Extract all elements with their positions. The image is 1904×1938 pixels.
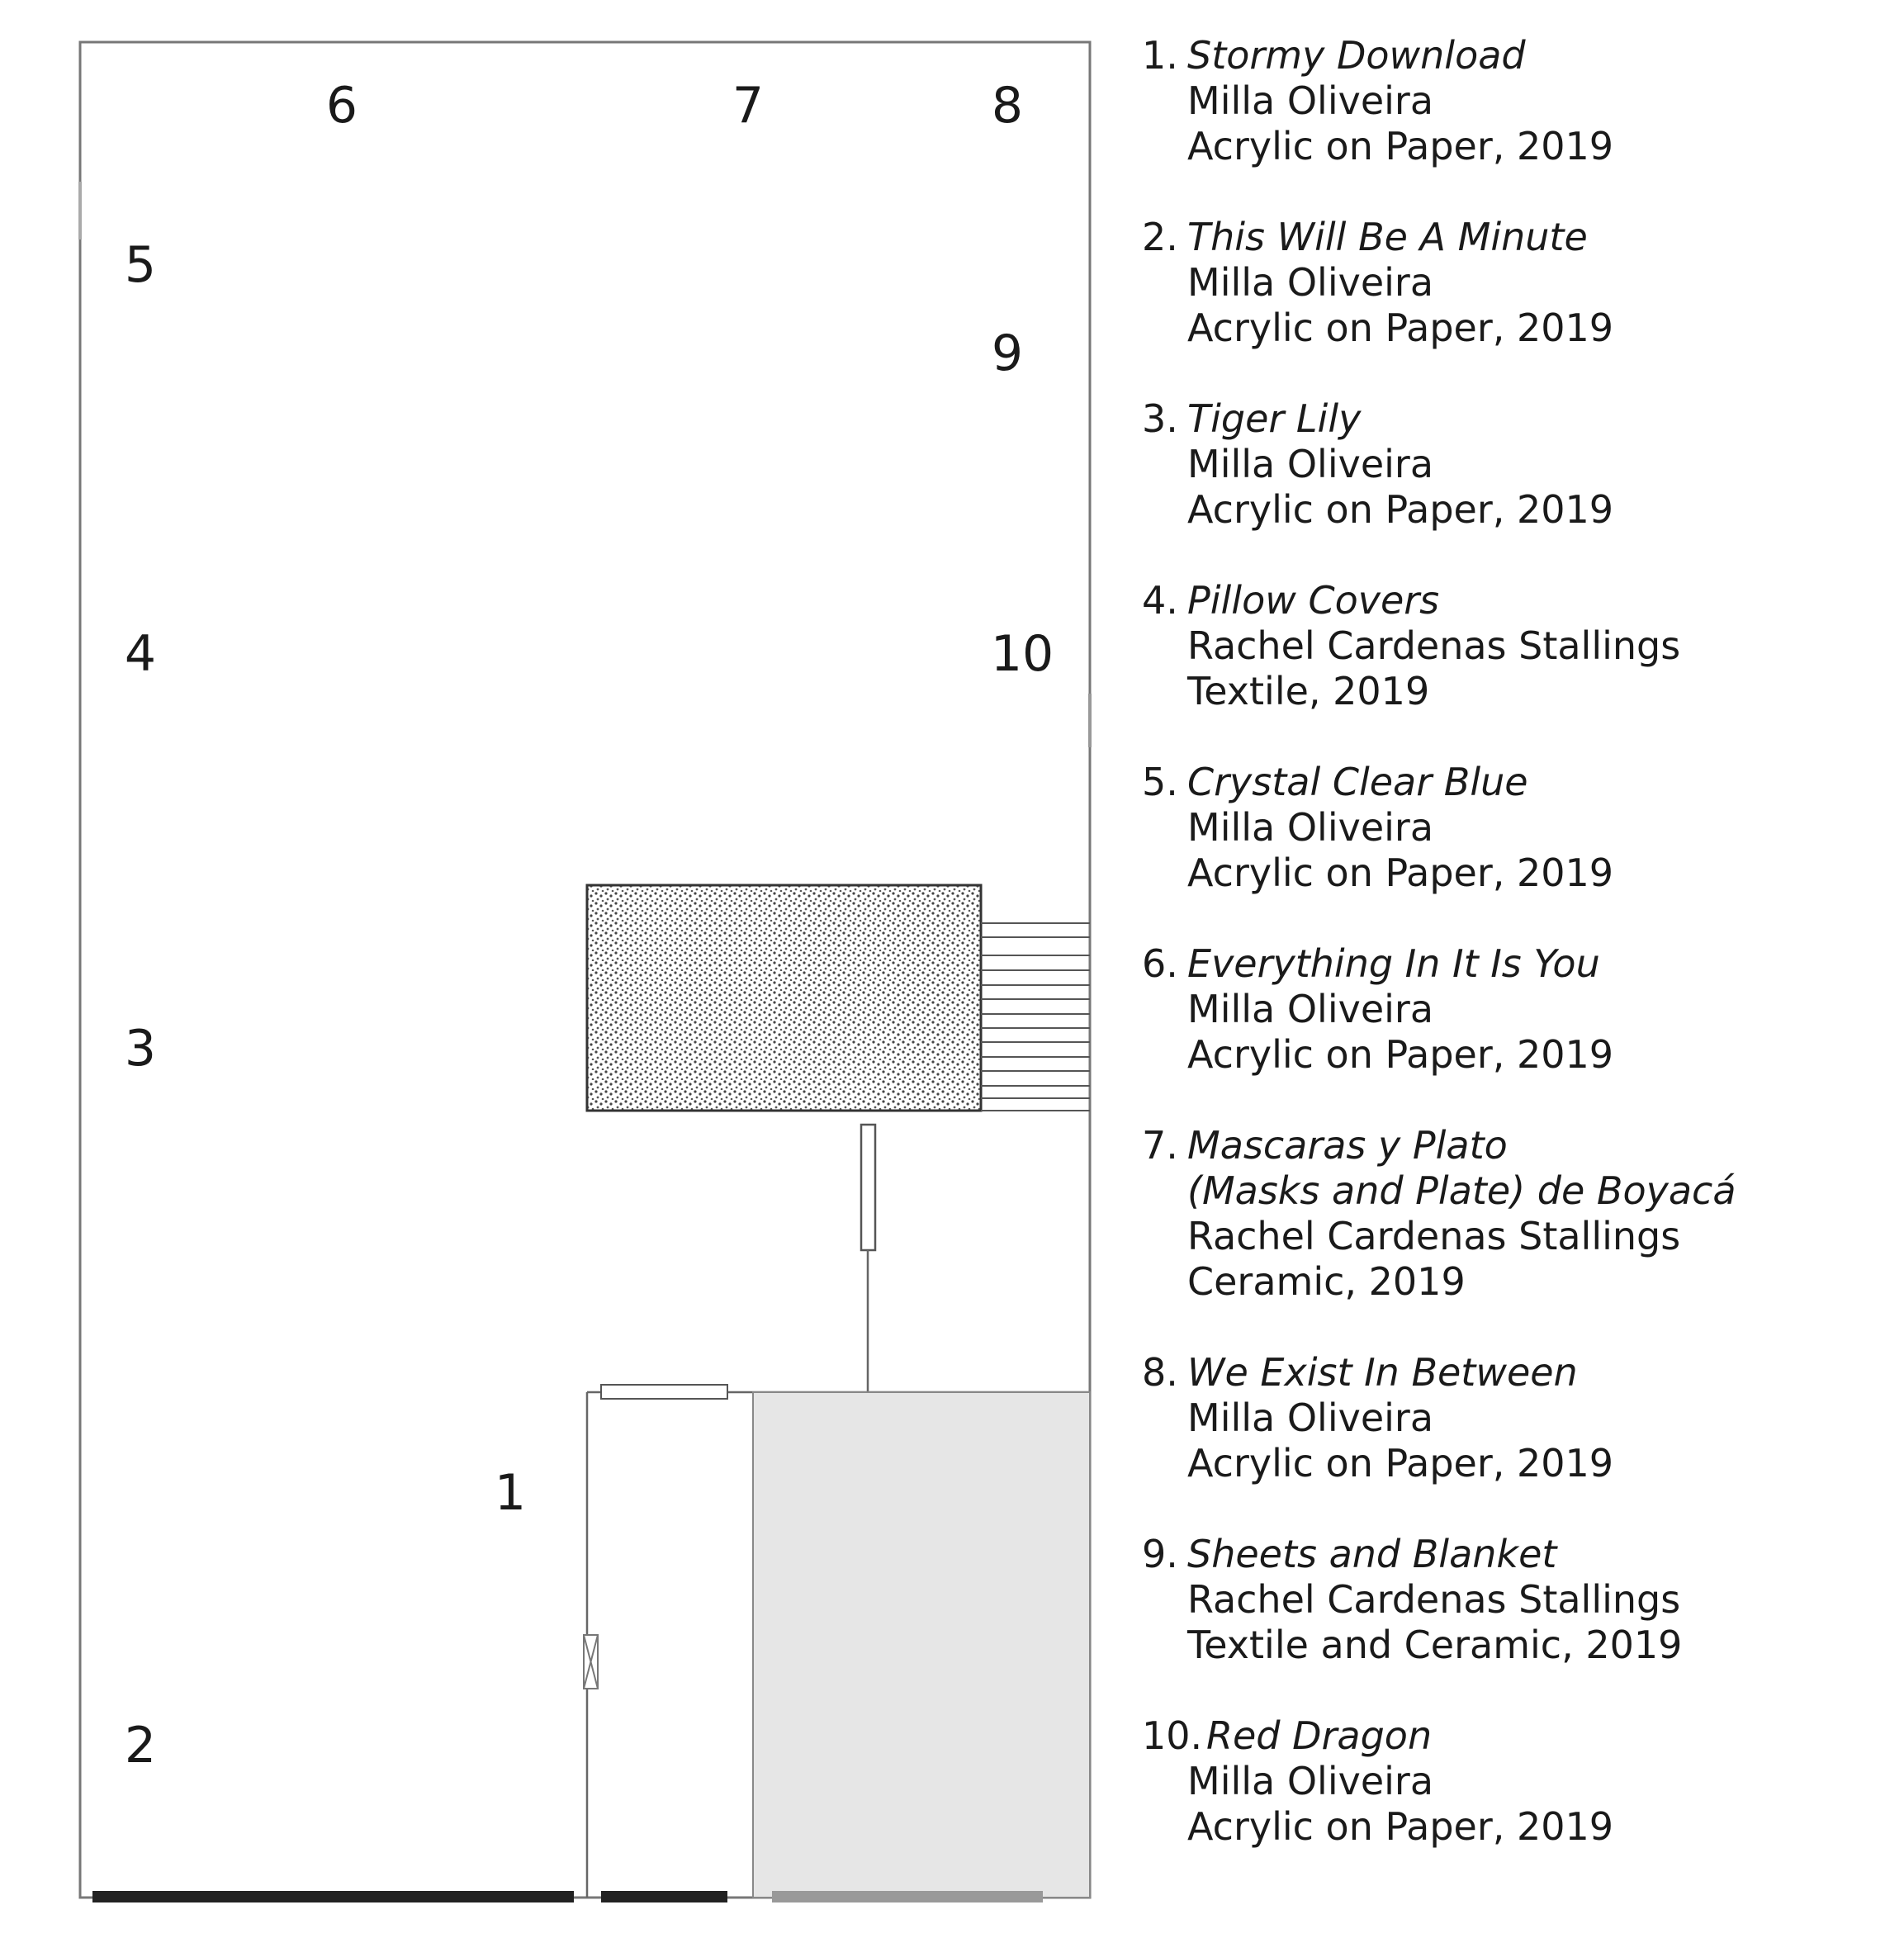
post xyxy=(861,1125,875,1250)
artist-name: Milla Oliveira xyxy=(1187,78,1434,123)
artwork-title: Everything In It Is You xyxy=(1187,941,1600,986)
door-marker xyxy=(584,1635,598,1689)
plan-label-5: 5 xyxy=(124,236,157,294)
plan-label-3: 3 xyxy=(124,1020,157,1078)
legend-number: 1. xyxy=(1142,33,1178,78)
legend-number: 6. xyxy=(1142,941,1178,986)
artwork-title: Tiger Lily xyxy=(1187,396,1362,441)
artist-name: Rachel Cardenas Stallings xyxy=(1187,623,1681,668)
legend-entry xyxy=(1142,1532,1885,1668)
artwork-title: Stormy Download xyxy=(1187,33,1526,78)
legend-entry xyxy=(1142,578,1885,714)
legend-number: 10. xyxy=(1142,1713,1203,1758)
plan-label-1: 1 xyxy=(494,1464,527,1522)
entrance-door-middle xyxy=(601,1891,727,1902)
artwork-title: Red Dragon xyxy=(1206,1713,1433,1758)
legend-entry xyxy=(1142,760,1885,896)
legend-entry xyxy=(1142,33,1885,169)
medium-year: Acrylic on Paper, 2019 xyxy=(1187,487,1614,532)
plan-label-4: 4 xyxy=(124,625,157,683)
entrance-door-right xyxy=(772,1891,1043,1902)
plan-label-7: 7 xyxy=(732,77,765,135)
legend-entry xyxy=(1142,1713,1885,1850)
legend-number: 4. xyxy=(1142,578,1178,623)
plan-label-10: 10 xyxy=(990,625,1054,683)
stippled-platform xyxy=(587,885,981,1111)
medium-year: Acrylic on Paper, 2019 xyxy=(1187,1032,1614,1077)
artist-name: Rachel Cardenas Stallings xyxy=(1187,1577,1681,1622)
plan-label-6: 6 xyxy=(325,77,358,135)
legend-entry xyxy=(1142,396,1885,533)
artwork-title: This Will Be A Minute xyxy=(1187,215,1588,259)
artwork-title: We Exist In Between xyxy=(1187,1350,1578,1395)
plan-label-8: 8 xyxy=(991,77,1024,135)
artwork-title: Sheets and Blanket xyxy=(1187,1532,1557,1576)
artist-name: Milla Oliveira xyxy=(1187,1395,1434,1440)
grey-room xyxy=(753,1392,1090,1898)
plan-label-9: 9 xyxy=(991,325,1024,382)
legend-number: 3. xyxy=(1142,396,1178,441)
medium-year: Acrylic on Paper, 2019 xyxy=(1187,1804,1614,1849)
legend-entry xyxy=(1142,1350,1885,1486)
medium-year: Textile and Ceramic, 2019 xyxy=(1187,1623,1683,1667)
medium-year: Acrylic on Paper, 2019 xyxy=(1187,851,1614,895)
legend-number: 9. xyxy=(1142,1532,1178,1576)
entrance-door-left xyxy=(92,1891,574,1902)
legend-entry xyxy=(1142,1123,1885,1305)
legend-entry xyxy=(1142,215,1885,351)
legend-entry xyxy=(1142,941,1885,1078)
legend-number: 2. xyxy=(1142,215,1178,259)
artist-name: Milla Oliveira xyxy=(1187,442,1434,486)
artist-name: Rachel Cardenas Stallings xyxy=(1187,1214,1681,1258)
medium-year: Textile, 2019 xyxy=(1187,669,1430,713)
artist-name: Milla Oliveira xyxy=(1187,1759,1434,1803)
artwork-legend xyxy=(1142,33,1885,1895)
legend-number: 7. xyxy=(1142,1123,1178,1168)
artist-name: Milla Oliveira xyxy=(1187,260,1434,305)
medium-year: Acrylic on Paper, 2019 xyxy=(1187,306,1614,350)
medium-year: Acrylic on Paper, 2019 xyxy=(1187,1441,1614,1485)
artwork-title: Crystal Clear Blue xyxy=(1187,760,1528,804)
legend-number: 5. xyxy=(1142,760,1178,804)
medium-year: Ceramic, 2019 xyxy=(1187,1259,1466,1304)
artwork-title: Mascaras y Plato xyxy=(1187,1123,1508,1168)
window-top xyxy=(601,1385,727,1399)
plan-label-2: 2 xyxy=(124,1717,157,1775)
medium-year: Acrylic on Paper, 2019 xyxy=(1187,124,1614,168)
artwork-title: Pillow Covers xyxy=(1187,578,1440,623)
artist-name: Milla Oliveira xyxy=(1187,805,1434,850)
legend-number: 8. xyxy=(1142,1350,1178,1395)
artwork-title-continued: (Masks and Plate) de Boyacá xyxy=(1187,1168,1736,1213)
artist-name: Milla Oliveira xyxy=(1187,987,1434,1031)
stairs xyxy=(981,923,1090,1111)
